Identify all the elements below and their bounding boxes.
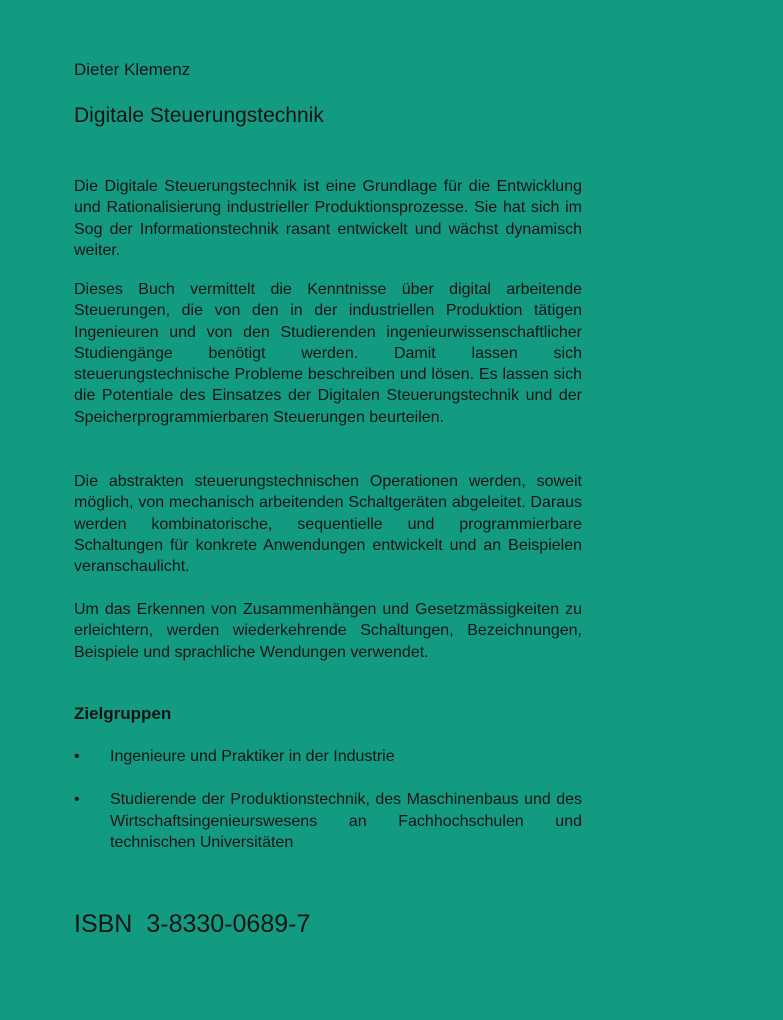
isbn <box>74 910 310 939</box>
target-group-label: Ingenieure und Praktiker in der Industrie <box>110 748 395 765</box>
bullet-icon: • <box>74 791 80 809</box>
bullet-icon: • <box>74 748 80 765</box>
description-paragraph-1: Die Digitale Steuerungstechnik ist eine Grundlage für die Entwicklung und Rationalisierung industrieller Produktionsprozesse. Sie hat sich im Sog der Informationstechnik rasant entwickelt und wächst dynamisch weiter. <box>74 178 582 259</box>
description-paragraph-4: Um das Erkennen von Zusammenhängen und Gesetzmässigkeiten zu erleichtern, werden wiederkehrende Schaltungen, Bezeichnungen, Beispiele und sprachliche Wendungen verwendet. <box>74 601 582 661</box>
target-group-label: Studierende der Produktionstechnik, des Maschinenbaus und des Wirtschaftsingenieurswesens an Fachhochschulen und technischen Universitäten <box>110 791 582 851</box>
target-groups-list <box>74 746 582 853</box>
description-paragraph-3: Die abstrakten steuerungstechnischen Operationen werden, soweit möglich, von mechanisch arbeitenden Schaltgeräten abgeleitet. Daraus werden kombinatorische, sequentielle und programmierbare Schaltungen für konkrete Anwendungen entwickelt und an Beispielen veranschaulicht. <box>74 473 582 576</box>
isbn-number: 3-8330-0689-7 <box>146 910 311 938</box>
target-groups-heading: Zielgruppen <box>74 704 172 723</box>
description-paragraph-2: Dieses Buch vermittelt die Kenntnisse über digital arbeitende Steuerungen, die von den in der industriellen Produktion tätigen Ingenieuren und von den Studierenden ingenieurwissenschaftlicher Studiengänge benötigt werden. Damit lassen sich steuerungstechnische Probleme beschreiben und lösen. Es lassen sich die Potentiale des Einsatzes der Digitalen Steuerungstechnik und der Speicherprogrammierbaren Steuerungen beurteilen. <box>74 281 582 426</box>
author-name: Dieter Klemenz <box>74 60 191 79</box>
isbn-label: ISBN <box>74 910 133 938</box>
list-item <box>74 746 582 767</box>
list-item <box>74 789 582 853</box>
book-title: Digitale Steuerungstechnik <box>74 104 324 127</box>
